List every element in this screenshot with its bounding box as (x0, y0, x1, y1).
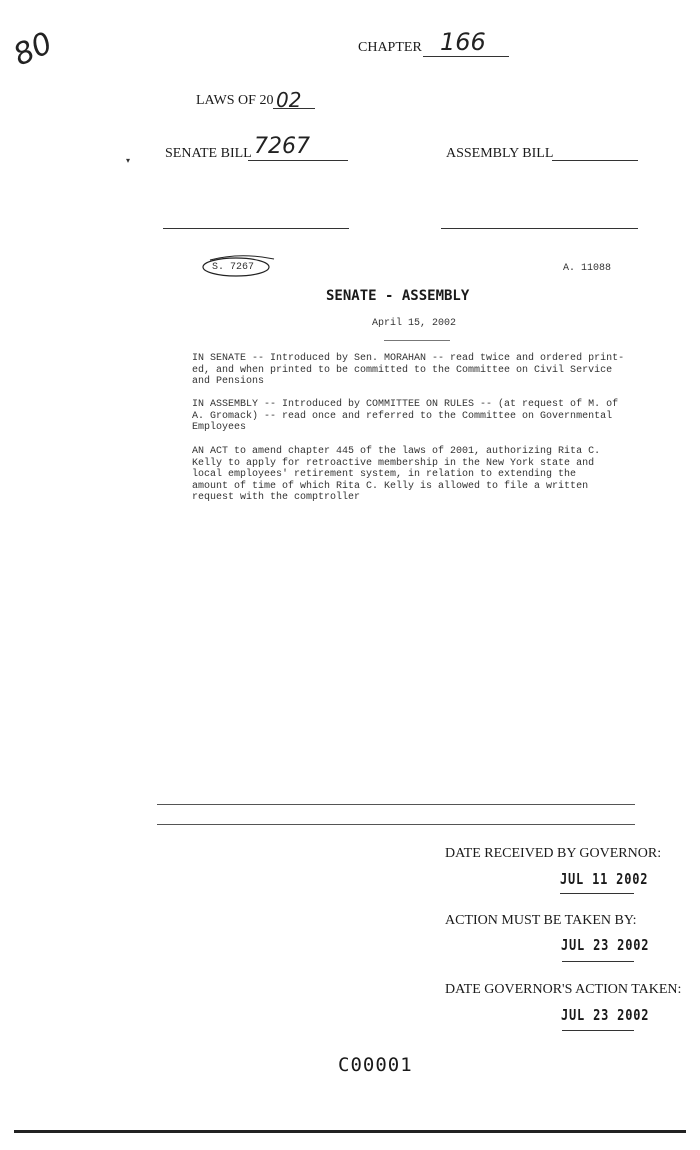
senate-bill-underline (248, 160, 348, 161)
assembly-bill-underline (552, 160, 638, 161)
action-taken-line (562, 1030, 634, 1031)
assembly-bill-label: ASSEMBLY BILL (446, 146, 554, 161)
date-received-stamp: JUL 11 2002 (560, 870, 649, 888)
action-by-stamp: JUL 23 2002 (561, 936, 650, 954)
date-received-label: DATE RECEIVED BY GOVERNOR: (445, 846, 662, 861)
date-received-line (560, 893, 634, 894)
lower-rule-2 (157, 824, 635, 825)
action-taken-label: DATE GOVERNOR'S ACTION TAKEN: (445, 982, 682, 997)
action-by-line (562, 961, 634, 962)
senate-bill-number: 7267 (254, 134, 310, 159)
senate-bill-label: SENATE BILL (165, 146, 252, 161)
senate-introduction: IN SENATE -- Introduced by Sen. MORAHAN -- read twice and ordered print- ed, and when printed to be committed to the Committee on Civil Service and Pensions (192, 353, 625, 388)
action-by-label: ACTION MUST BE TAKEN BY: (445, 913, 637, 928)
page-number: C00001 (338, 1054, 413, 1076)
margin-handwritten-mark: 80 (8, 25, 58, 74)
act-description: AN ACT to amend chapter 445 of the laws of 2001, authorizing Rita C. Kelly to apply for retroactive membership in the New York state and local employees' retirement system, in relation to extending the amount of time of which Rita C. Kelly is allowed to file a written request with the comptroller (192, 446, 601, 504)
laws-label: LAWS OF 20 (196, 93, 274, 108)
scan-edge-streak (14, 1130, 686, 1133)
assembly-signature-line (441, 228, 638, 229)
chapter-label: CHAPTER (358, 40, 422, 55)
bill-title: SENATE - ASSEMBLY (326, 288, 470, 304)
assembly-introduction: IN ASSEMBLY -- Introduced by COMMITTEE ON RULES -- (at request of M. of A. Gromack) -- read once and referred to the Committee on Governmental Employees (192, 399, 619, 434)
chapter-number: 166 (440, 28, 486, 56)
lower-rule-1 (157, 804, 635, 805)
action-taken-stamp: JUL 23 2002 (561, 1006, 650, 1024)
senate-number: S. 7267 (212, 262, 255, 273)
bill-date: April 15, 2002 (372, 318, 457, 329)
date-rule (384, 340, 450, 341)
laws-year: 02 (276, 88, 302, 112)
bullet-mark: ▾ (126, 156, 131, 165)
assembly-number: A. 11088 (563, 263, 612, 274)
senate-signature-line (163, 228, 349, 229)
chapter-underline (423, 56, 509, 57)
